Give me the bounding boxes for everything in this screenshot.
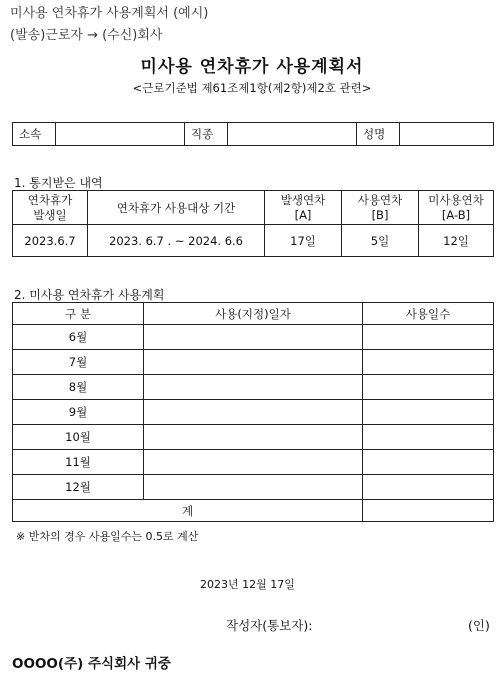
days-input[interactable] xyxy=(363,350,494,375)
dept-field[interactable] xyxy=(56,123,185,146)
date-input[interactable] xyxy=(144,425,363,450)
notice-table xyxy=(12,190,494,257)
cell-generated: 17일 xyxy=(265,225,342,257)
date-input[interactable] xyxy=(144,475,363,500)
date-input[interactable] xyxy=(144,350,363,375)
cell-used: 5일 xyxy=(342,225,419,257)
position-label: 직종 xyxy=(185,123,228,146)
header-line-1: 미사용 연차휴가 사용계획서 (예시) xyxy=(10,6,209,21)
cell-leave-period: 2023. 6.7 . ~ 2024. 6.6 xyxy=(88,225,265,257)
date-input[interactable] xyxy=(144,450,363,475)
total-label: 계 xyxy=(13,500,363,522)
dept-label: 소속 xyxy=(13,123,56,146)
header-days: 사용일수 xyxy=(363,303,494,325)
cell-leave-date: 2023.6.7 xyxy=(13,225,88,257)
author-label: 작성자(통보자): xyxy=(226,618,313,633)
month-label: 11월 xyxy=(13,450,144,475)
days-input[interactable] xyxy=(363,425,494,450)
total-days[interactable] xyxy=(363,500,494,522)
header-category: 구 분 xyxy=(13,303,144,325)
position-field[interactable] xyxy=(228,123,357,146)
section1-heading: 1. 통지받은 내역 xyxy=(14,176,103,190)
month-label: 8월 xyxy=(13,375,144,400)
month-label: 7월 xyxy=(13,350,144,375)
header-line-2: (발송)근로자 → (수신)회사 xyxy=(10,28,163,43)
header-leave-date: 연차휴가 발생일 xyxy=(13,191,88,225)
header-dates: 사용(지정)일자 xyxy=(144,303,363,325)
header-leave-period: 연차휴가 사용대상 기간 xyxy=(88,191,265,225)
month-label: 12월 xyxy=(13,475,144,500)
cell-unused: 12일 xyxy=(419,225,494,257)
date-input[interactable] xyxy=(144,375,363,400)
days-input[interactable] xyxy=(363,450,494,475)
header-unused: 미사용연차 [A-B] xyxy=(419,191,494,225)
info-table xyxy=(12,122,494,146)
note-text: ※ 반차의 경우 사용일수는 0.5로 계산 xyxy=(16,530,199,543)
month-label: 6월 xyxy=(13,325,144,350)
month-label: 9월 xyxy=(13,400,144,425)
recipient: OOOO(주) 주식회사 귀중 xyxy=(12,656,171,672)
name-field[interactable] xyxy=(400,123,494,146)
header-used: 사용연차 [B] xyxy=(342,191,419,225)
name-label: 성명 xyxy=(357,123,400,146)
date-input[interactable] xyxy=(144,400,363,425)
days-input[interactable] xyxy=(363,400,494,425)
date-input[interactable] xyxy=(144,325,363,350)
document-date: 2023년 12월 17일 xyxy=(200,578,295,591)
header-generated: 발생연차 [A] xyxy=(265,191,342,225)
section2-heading: 2. 미사용 연차휴가 사용계획 xyxy=(14,288,165,302)
month-label: 10월 xyxy=(13,425,144,450)
days-input[interactable] xyxy=(363,375,494,400)
days-input[interactable] xyxy=(363,475,494,500)
seal-mark: (인) xyxy=(468,618,490,633)
document-title: 미사용 연차휴가 사용계획서 xyxy=(140,57,364,77)
document-subtitle: <근로기준법 제61조제1항(제2항)제2호 관련> xyxy=(132,81,372,95)
days-input[interactable] xyxy=(363,325,494,350)
plan-table xyxy=(12,302,494,522)
